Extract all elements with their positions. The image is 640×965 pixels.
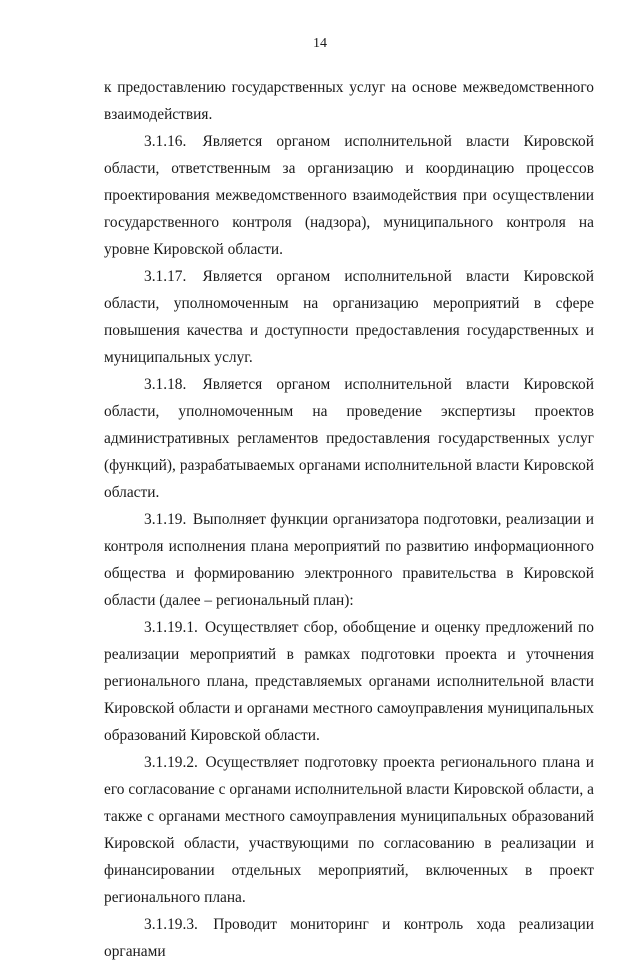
paragraph-3-1-16	[104, 128, 594, 263]
paragraph-3-1-18	[104, 371, 594, 506]
paragraph-text: Является органом исполнительной власти Кировской области, ответственным за организацию и координацию процессов проектирования межведомственного взаимодействия при осуществлении государственного контроля (надзора), муниципального контроля на уровне Кировской области.	[104, 133, 594, 258]
paragraph-text: Проводит мониторинг и контроль хода реализации органами	[104, 916, 594, 960]
paragraph-3-1-19-1	[104, 614, 594, 749]
paragraph-text: Является органом исполнительной власти Кировской области, уполномоченным на организацию мероприятий в сфере повышения качества и доступности предоставления государственных и муниципальных услуг.	[104, 268, 594, 366]
paragraph-number: 3.1.17.	[144, 268, 187, 285]
paragraph-number: 3.1.18.	[144, 376, 187, 393]
paragraph-text: Является органом исполнительной власти Кировской области, уполномоченным на проведение экспертизы проектов административных регламентов предоставления государственных услуг (функций), разрабатываемых органами исполнительной власти Кировской области.	[104, 376, 594, 501]
paragraph-number: 3.1.19.2.	[144, 754, 198, 771]
paragraph-number: 3.1.19.1.	[144, 619, 198, 636]
paragraph-text: Выполняет функции организатора подготовки, реализации и контроля исполнения плана мероприятий по развитию информационного общества и формированию электронного правительства в Кировской области (далее – региональный план):	[104, 511, 594, 609]
paragraph-text: Осуществляет сбор, обобщение и оценку предложений по реализации мероприятий в рамках подготовки проекта и уточнения регионального плана, представляемых органами исполнительной власти Кировской области и органами местного самоуправления муниципальных образований Кировской области.	[104, 619, 594, 744]
paragraph-3-1-19-2	[104, 749, 594, 911]
paragraph-text: Осуществляет подготовку проекта регионального плана и его согласование с органами исполнительной власти Кировской области, а также с органами местного самоуправления муниципальных образований Кировской области, участвующими по согласованию в реализации и финансировании отдельных мероприятий, включенных в проект регионального плана.	[104, 754, 594, 906]
paragraph-text: к предоставлению государственных услуг на основе межведомственного взаимодействия.	[104, 79, 594, 123]
paragraph-number: 3.1.19.	[144, 511, 187, 528]
paragraph-3-1-19-3	[104, 911, 594, 965]
paragraph-3-1-17	[104, 263, 594, 371]
paragraph-3-1-19	[104, 506, 594, 614]
document-body	[104, 74, 594, 965]
paragraph-continuation	[104, 74, 594, 128]
paragraph-number: 3.1.16.	[144, 133, 187, 150]
paragraph-number: 3.1.19.3.	[144, 916, 198, 933]
page-number: 14	[313, 36, 327, 51]
